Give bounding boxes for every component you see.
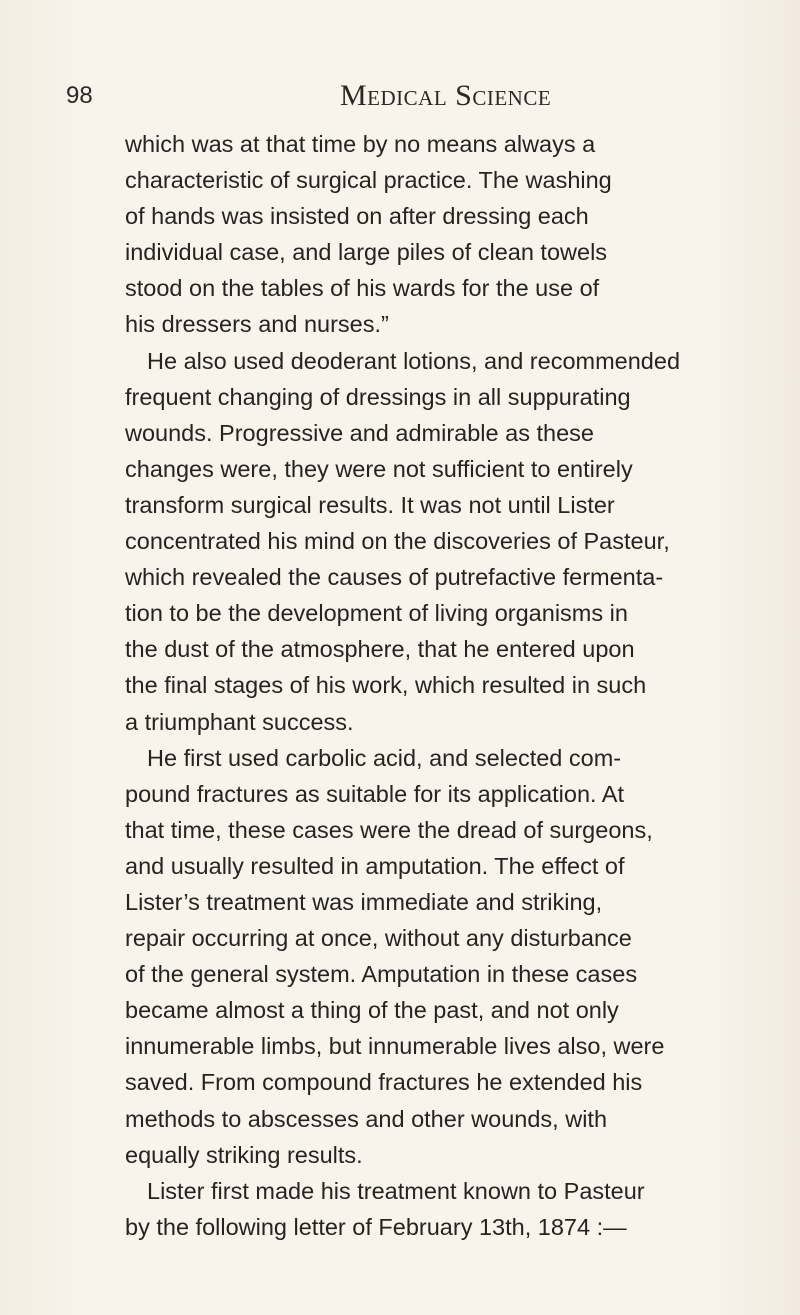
text-line: of the general system. Amputation in these cases (125, 961, 638, 988)
text-line: individual case, and large piles of clean towels (125, 239, 608, 266)
text-line: innumerable limbs, but innumerable lives also, were (125, 1033, 665, 1060)
text-line: equally striking results. (125, 1141, 363, 1168)
text-line: Lister’s treatment was immediate and striking, (125, 888, 603, 915)
text-line: Lister first made his treatment known to Pasteur (147, 1177, 645, 1204)
text-line: a triumphant success. (125, 708, 354, 735)
text-line: which was at that time by no means always a (125, 131, 596, 157)
text-line: wounds. Progressive and admirable as these (125, 419, 594, 446)
text-line: transform surgical results. It was not until Lister (125, 491, 615, 518)
text-line: the dust of the atmosphere, that he entered upon (125, 636, 635, 663)
text-line: repair occurring at once, without any disturbance (125, 925, 632, 952)
text-line: concentrated his mind on the discoveries of Pasteur, (125, 528, 670, 555)
text-line: pound fractures as suitable for its application. At (125, 780, 625, 807)
text-line: the final stages of his work, which resulted in such (125, 672, 647, 699)
text-line: became almost a thing of the past, and not only (125, 997, 619, 1024)
text-line: changes were, they were not sufficient to entirely (125, 455, 633, 482)
text-line: tion to be the development of living organisms in (125, 600, 628, 627)
text-line: which revealed the causes of putrefactive fermenta- (125, 564, 664, 591)
text-line: methods to abscesses and other wounds, with (125, 1105, 608, 1132)
body-text (125, 126, 765, 1245)
page-header (60, 76, 740, 116)
running-title: Medical Science (340, 79, 552, 112)
text-line: characteristic of surgical practice. The washing (125, 167, 612, 194)
text-line: his dressers and nurses.” (125, 311, 389, 338)
text-line: that time, these cases were the dread of surgeons, (125, 816, 653, 843)
text-line: and usually resulted in amputation. The effect of (125, 852, 625, 879)
text-line: He also used deoderant lotions, and recommended (147, 347, 681, 374)
text-line: stood on the tables of his wards for the use of (125, 275, 600, 302)
text-line: frequent changing of dressings in all suppurating (125, 383, 631, 410)
text-line: He first used carbolic acid, and selected com- (147, 744, 622, 771)
text-line: by the following letter of February 13th, 1874 :— (125, 1213, 627, 1240)
text-line: of hands was insisted on after dressing each (125, 203, 589, 230)
text-line: saved. From compound fractures he extended his (125, 1069, 643, 1096)
page-number: 98 (66, 82, 93, 109)
